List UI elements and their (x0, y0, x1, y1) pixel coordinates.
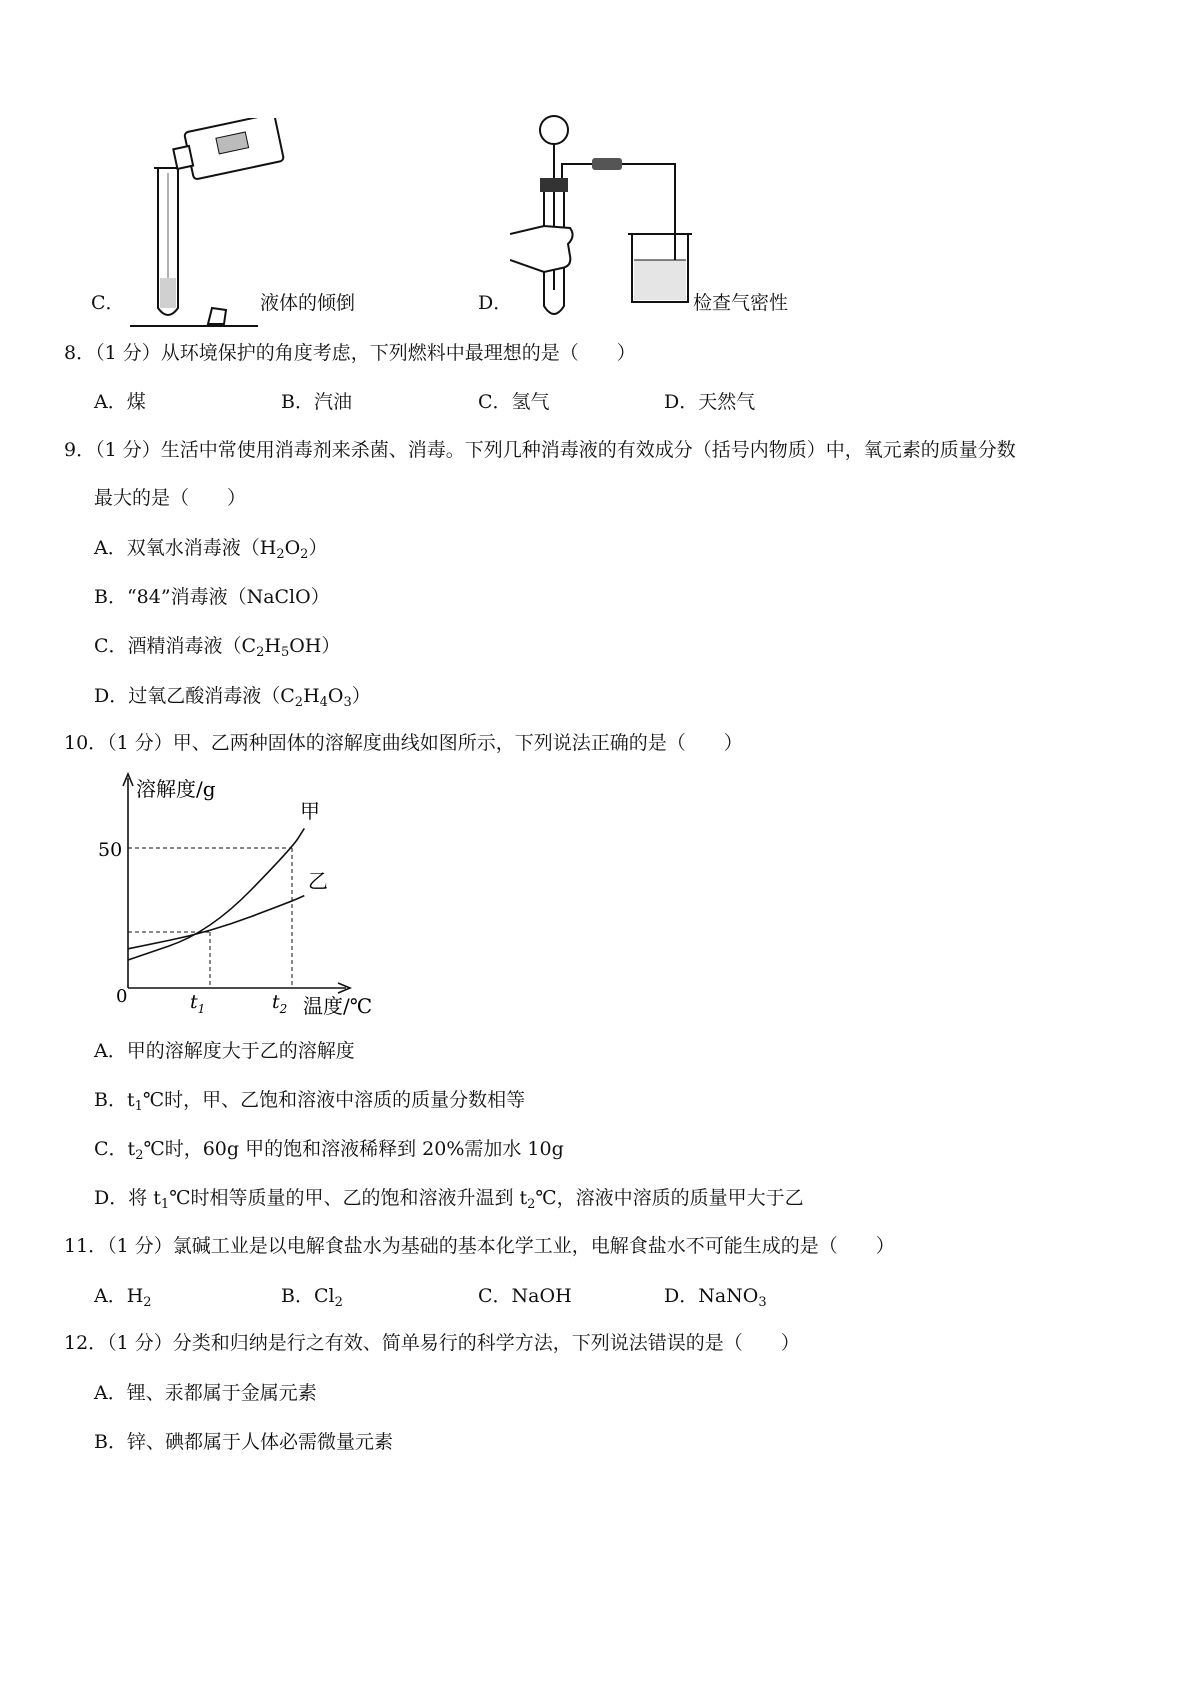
q9-option-b: B．“84”消毒液（NaClO） (94, 586, 330, 608)
question-9-stem-line1: 9．（1 分）生活中常使用消毒剂来杀菌、消毒。下列几种消毒液的有效成分（括号内物质）中，氧元素的质量分数 (64, 439, 1016, 461)
q11-option-a: A．$H_2$ (94, 1285, 152, 1310)
q8-option-b: B．汽油 (281, 391, 352, 413)
option-d-letter: D． (478, 292, 513, 314)
q9-option-d: D．过氧乙酸消毒液$(C_2H_4O_3)$ (94, 685, 371, 710)
q12-option-a: A．锂、汞都属于金属元素 (94, 1382, 317, 1404)
q8-option-d: D．天然气 (664, 391, 756, 413)
x-axis-label: 温度/℃ (303, 994, 373, 1018)
q10-option-b: B．$t_1℃$时，甲、乙饱和溶液中溶质的质量分数相等 (94, 1089, 526, 1114)
q8-option-c: C．氢气 (478, 391, 550, 413)
series-label-yi: 乙 (308, 869, 328, 893)
q11-option-d: D．NaNO$_3$ (664, 1285, 767, 1310)
q10-option-d: D．将 $t_1℃$时相等质量的甲、乙的饱和溶液升温到 $t_2℃$，溶液中溶质的质量甲大于乙 (94, 1187, 804, 1212)
q10-option-a: A．甲的溶解度大于乙的溶解度 (94, 1040, 355, 1062)
x-tick-t2: $t_2$ (272, 991, 288, 1016)
option-d-caption: 检查气密性 (693, 292, 789, 314)
option-c-caption: 液体的倾倒 (260, 292, 356, 314)
q8-option-a: A．煤 (94, 391, 146, 413)
series-label-jia: 甲 (300, 799, 320, 823)
q12-option-b: B．锌、碘都属于人体必需微量元素 (94, 1431, 393, 1453)
question-11-stem: 11．（1 分）氯碱工业是以电解食盐水为基础的基本化学工业，电解食盐水不可能生成的是（ ） (64, 1235, 895, 1257)
q11-option-c: C．NaOH (478, 1285, 572, 1307)
y-axis-label: 溶解度/g (136, 777, 216, 801)
q9-option-a: A．双氧水消毒液$(H_2O_2)$ (94, 537, 328, 562)
question-10-stem: 10．（1 分）甲、乙两种固体的溶解度曲线如图所示，下列说法正确的是（ ） (64, 732, 743, 754)
y-tick-50: 50 (98, 839, 123, 861)
airtightness-check-figure (510, 110, 700, 328)
question-12-stem: 12．（1 分）分类和归纳是行之有效、简单易行的科学方法，下列说法错误的是（ ） (64, 1332, 800, 1354)
q11-option-b: B．$Cl_2$ (281, 1285, 343, 1310)
origin-label: 0 (116, 986, 128, 1007)
solubility-chart (96, 770, 386, 1025)
question-8-stem: 8．（1 分）从环境保护的角度考虑，下列燃料中最理想的是（ ） (64, 342, 636, 364)
option-c-letter: C． (91, 292, 125, 314)
curve-yi (128, 896, 304, 949)
question-9-stem-line2: 最大的是（ ） (94, 487, 247, 509)
q10-option-c: C．$t_2℃$时，60g 甲的饱和溶液稀释到 20%需加水 10g (94, 1138, 564, 1163)
q9-option-c: C．酒精消毒液$(C_2H_5OH)$ (94, 635, 341, 660)
x-tick-t1: $t_1$ (190, 991, 206, 1016)
